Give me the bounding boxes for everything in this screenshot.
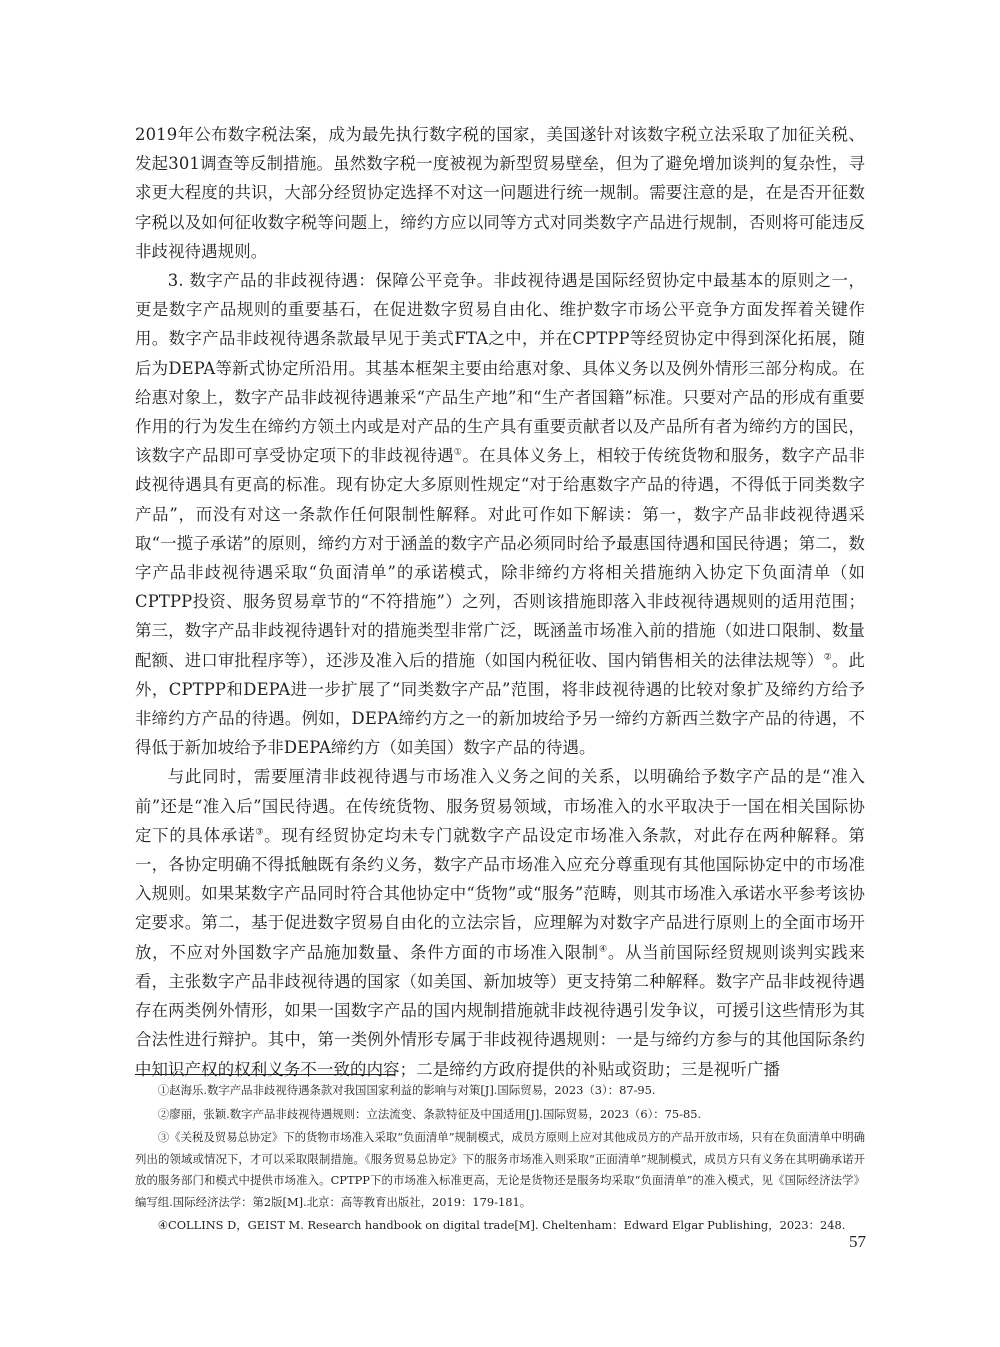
paragraph-1-text: 2019年公布数字税法案，成为最先执行数字税的国家，美国遂针对该数字税立法采取了加征关税、发起301调查等反制措施。虽然数字税一度被视为新型贸易壁垒，但为了避免增加谈判的复杂性，寻求更大程度的共识，大部分经贸协定选择不对这一问题进行统一规制。需要注意的是，在是否开征数字税以及如何征收数字税等问题上，缔约方应以同等方式对同类数字产品进行规制，否则将可能违反非歧视待遇规则。 [135,125,865,261]
footnote-3: ③《关税及贸易总协定》下的货物市场准入采取“负面清单”规制模式，成员方原则上应对其他成员方的产品开放市场，只有在负面清单中明确列出的领域或情况下，才可以采取限制措施。《服务贸易总协定》下的服务市场准入则采取“正面清单”规制模式，成员方只有义务在其明确承诺开放的服务部门和模式中提供市场准入。CPTPP下的市场准入标准更高，无论是货物还是服务均采取“负面清单”的准入模式，见《国际经济法学》编写组.国际经济法学：第2版[M].北京：高等教育出版社，2019：179-181。 [135,1130,865,1209]
footnote-ref-2[interactable]: ② [823,652,832,663]
paragraph-3 [135,762,865,1083]
paragraph-2-text-a: 3. 数字产品的非歧视待遇：保障公平竞争。非歧视待遇是国际经贸协定中最基本的原则之一，更是数字产品规则的重要基石，在促进数字贸易自由化、维护数字市场公平竞争方面发挥着关键作用。数字产品非歧视待遇条款最早见于美式FTA之中，并在CPTPP等经贸协定中得到深化拓展，随后为DEPA等新式协定所沿用。其基本框架主要由给惠对象、具体义务以及例外情形三部分构成。在给惠对象上，数字产品非歧视待遇兼采“产品生产地”和“生产者国籍”标准。只要对产品的形成有重要作用的行为发生在缔约方领土内或是对产品的生产具有重要贡献者以及产品所有者为缔约方的国民，该数字产品即可享受协定项下的非歧视待遇 [135,271,865,466]
paragraph-2 [135,266,865,762]
page-number: 57 [849,1232,866,1251]
body-text [135,120,865,1084]
paragraph-3-text-a: 与此同时，需要厘清非歧视待遇与市场准入义务之间的关系，以明确给予数字产品的是“准入前”还是“准入后”国民待遇。在传统货物、服务贸易领域，市场准入的水平取决于一国在相关国际协定下的具体承诺 [135,767,865,845]
footnote-ref-3[interactable]: ③ [255,827,265,838]
paragraph-2-text-b: 。在具体义务上，相较于传统货物和服务，数字产品非歧视待遇具有更高的标准。现有协定大多原则性规定“对于给惠数字产品的待遇，不得低于同类数字产品”，而没有对这一条款作任何限制性解释。对此可作如下解读：第一，数字产品非歧视待遇采取“一揽子承诺”的原则，缔约方对于涵盖的数字产品必须同时给予最惠国待遇和国民待遇；第二，数字产品非歧视待遇采取“负面清单”的承诺模式，除非缔约方将相关措施纳入协定下负面清单（如CPTPP投资、服务贸易章节的“不符措施”）之列，否则该措施即落入非歧视待遇规则的适用范围；第三，数字产品非歧视待遇针对的措施类型非常广泛，既涵盖市场准入前的措施（如进口限制、数量配额、进口审批程序等），还涉及准入后的措施（如国内税征收、国内销售相关的法律法规等） [135,446,865,670]
footnote-2: ②廖丽，张颖.数字产品非歧视待遇规则：立法流变、条款特征及中国适用[J].国际贸易，2023（6）：75-85. [157,1106,702,1121]
footnote-1: ①赵海乐.数字产品非歧视待遇条款对我国国家利益的影响与对策[J].国际贸易，2023（3）：87-95. [157,1083,656,1097]
paragraph-2-text-c: 。此外，CPTPP和DEPA进一步扩展了“同类数字产品”范围，将非歧视待遇的比较对象扩及缔约方给予非缔约方产品的待遇。例如，DEPA缔约方之一的新加坡给予另一缔约方新西兰数字产品的待遇，不得低于新加坡给予非DEPA缔约方（如美国）数字产品的待遇。 [135,650,865,758]
footnote-ref-1[interactable]: ① [453,447,463,458]
paragraph-3-text-c: 。从当前国际经贸规则谈判实践来看，主张数字产品非歧视待遇的国家（如美国、新加坡等）更支持第二种解释。数字产品非歧视待遇存在两类例外情形，如果一国数字产品的国内规制措施就非歧视待遇引发争议，可援引这些情形为其合法性进行辩护。其中，第一类例外情形专属于非歧视待遇规则：一是与缔约方参与的其他国际条约中知识产权的权利义务不一致的内容；二是缔约方政府提供的补贴或资助；三是视听广播 [135,942,866,1079]
footnotes [135,1080,865,1239]
paragraph-3-text-b: 。现有经贸协定均未专门就数字产品设定市场准入条款，对此存在两种解释。第一，各协定明确不得抵触既有条约义务，数字产品市场准入应充分尊重现有其他国际协定中的市场准入规则。如果某数字产品同时符合其他协定中“货物”或“服务”范畴，则其市场准入承诺水平参考该协定要求。第二，基于促进数字贸易自由化的立法宗旨，应理解为对数字产品进行原则上的全面市场开放，不应对外国数字产品施加数量、条件方面的市场准入限制 [135,825,865,962]
footnote-4: ④COLLINS D，GEIST M. Research handbook on digital trade[M]. Cheltenham：Edward Elgar Publishing，2023：248. [157,1218,846,1232]
footnote-divider [135,1074,395,1075]
paragraph-1 [135,120,865,266]
footnote-ref-4[interactable]: ④ [599,944,608,955]
